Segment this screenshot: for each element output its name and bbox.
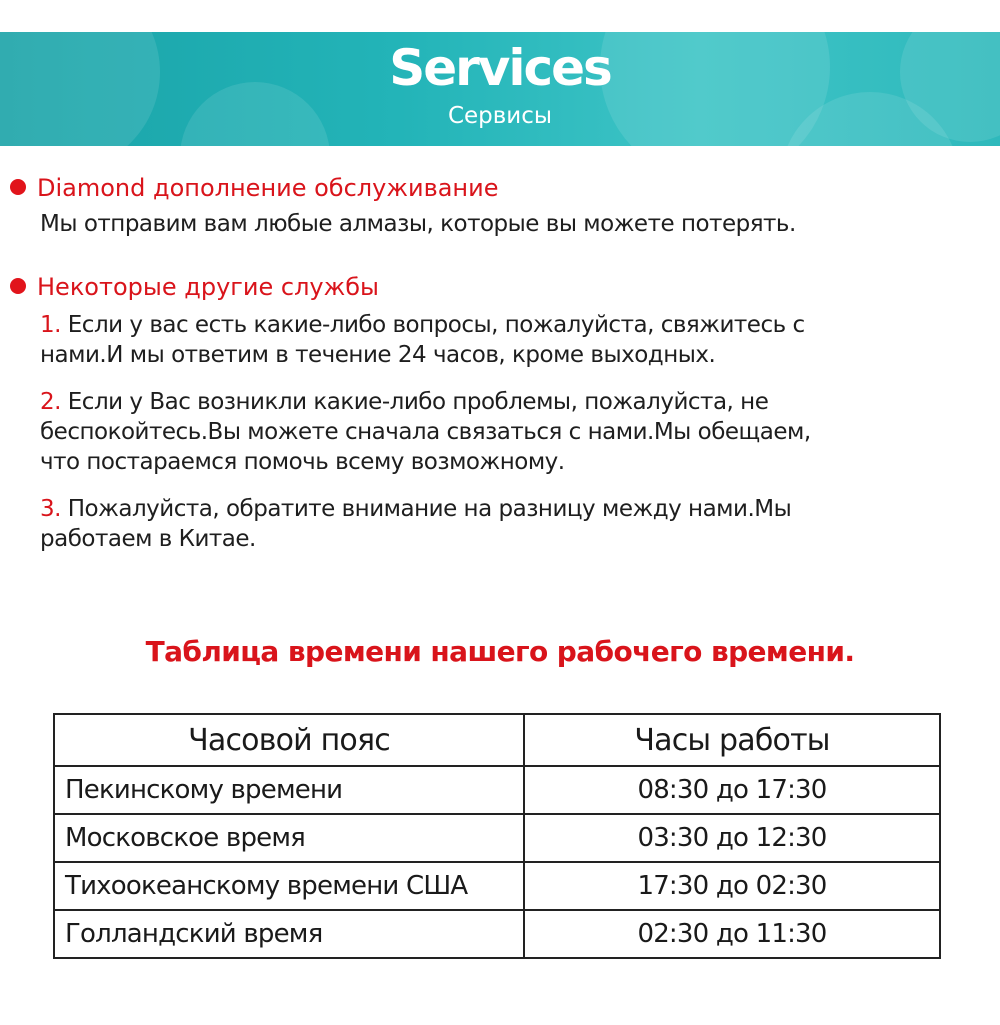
other-services-heading	[10, 271, 379, 303]
column-header-timezone: Часовой пояс	[54, 714, 524, 766]
table-row	[54, 862, 940, 910]
diamond-section-text: Мы отправим вам любые алмазы, которые вы можете потерять.	[40, 211, 796, 237]
other-services-heading-text: Некоторые другие службы	[37, 273, 379, 301]
table-row	[54, 910, 940, 958]
item-number: 1.	[40, 312, 61, 338]
timezone-cell: Голландский время	[54, 910, 524, 958]
hours-cell: 08:30 до 17:30	[524, 766, 940, 814]
service-item-1-line2: нами.И мы ответим в течение 24 часов, кроме выходных.	[40, 342, 716, 368]
item-number: 2.	[40, 389, 61, 415]
service-item-2-line1	[40, 387, 990, 417]
table-row	[54, 814, 940, 862]
service-item-1	[40, 310, 990, 370]
service-item-1-line1	[40, 310, 990, 340]
service-item-2	[40, 387, 990, 477]
hours-cell: 17:30 до 02:30	[524, 862, 940, 910]
service-item-3-line1	[40, 494, 990, 524]
column-header-hours: Часы работы	[524, 714, 940, 766]
item-text: Если у Вас возникли какие-либо проблемы, пожалуйста, не	[60, 389, 769, 415]
diamond-heading-text: Diamond дополнение обслуживание	[37, 174, 499, 202]
schedule-title: Таблица времени нашего рабочего времени.	[145, 635, 855, 668]
item-text: Если у вас есть какие-либо вопросы, пожалуйста, свяжитесь с	[60, 312, 805, 338]
table-row	[54, 766, 940, 814]
bullet-icon	[10, 179, 26, 195]
banner-subtitle: Сервисы	[447, 103, 553, 129]
hours-cell: 02:30 до 11:30	[524, 910, 940, 958]
services-banner	[0, 32, 1000, 146]
working-hours-table	[53, 713, 941, 959]
item-number: 3.	[40, 496, 61, 522]
service-item-2-line3: что постараемся помочь всему возможному.	[40, 449, 565, 475]
table-header-row	[54, 714, 940, 766]
banner-title: Services	[389, 39, 611, 97]
item-text: Пожалуйста, обратите внимание на разницу между нами.Мы	[60, 496, 792, 522]
service-item-3	[40, 494, 990, 554]
timezone-cell: Московское время	[54, 814, 524, 862]
bullet-icon	[10, 278, 26, 294]
hours-cell: 03:30 до 12:30	[524, 814, 940, 862]
diamond-section-heading	[10, 172, 498, 204]
timezone-cell: Пекинскому времени	[54, 766, 524, 814]
service-item-3-line2: работаем в Китае.	[40, 526, 256, 552]
service-item-2-line2: беспокойтесь.Вы можете сначала связаться с нами.Мы обещаем,	[40, 419, 811, 445]
timezone-cell: Тихоокеанскому времени США	[54, 862, 524, 910]
